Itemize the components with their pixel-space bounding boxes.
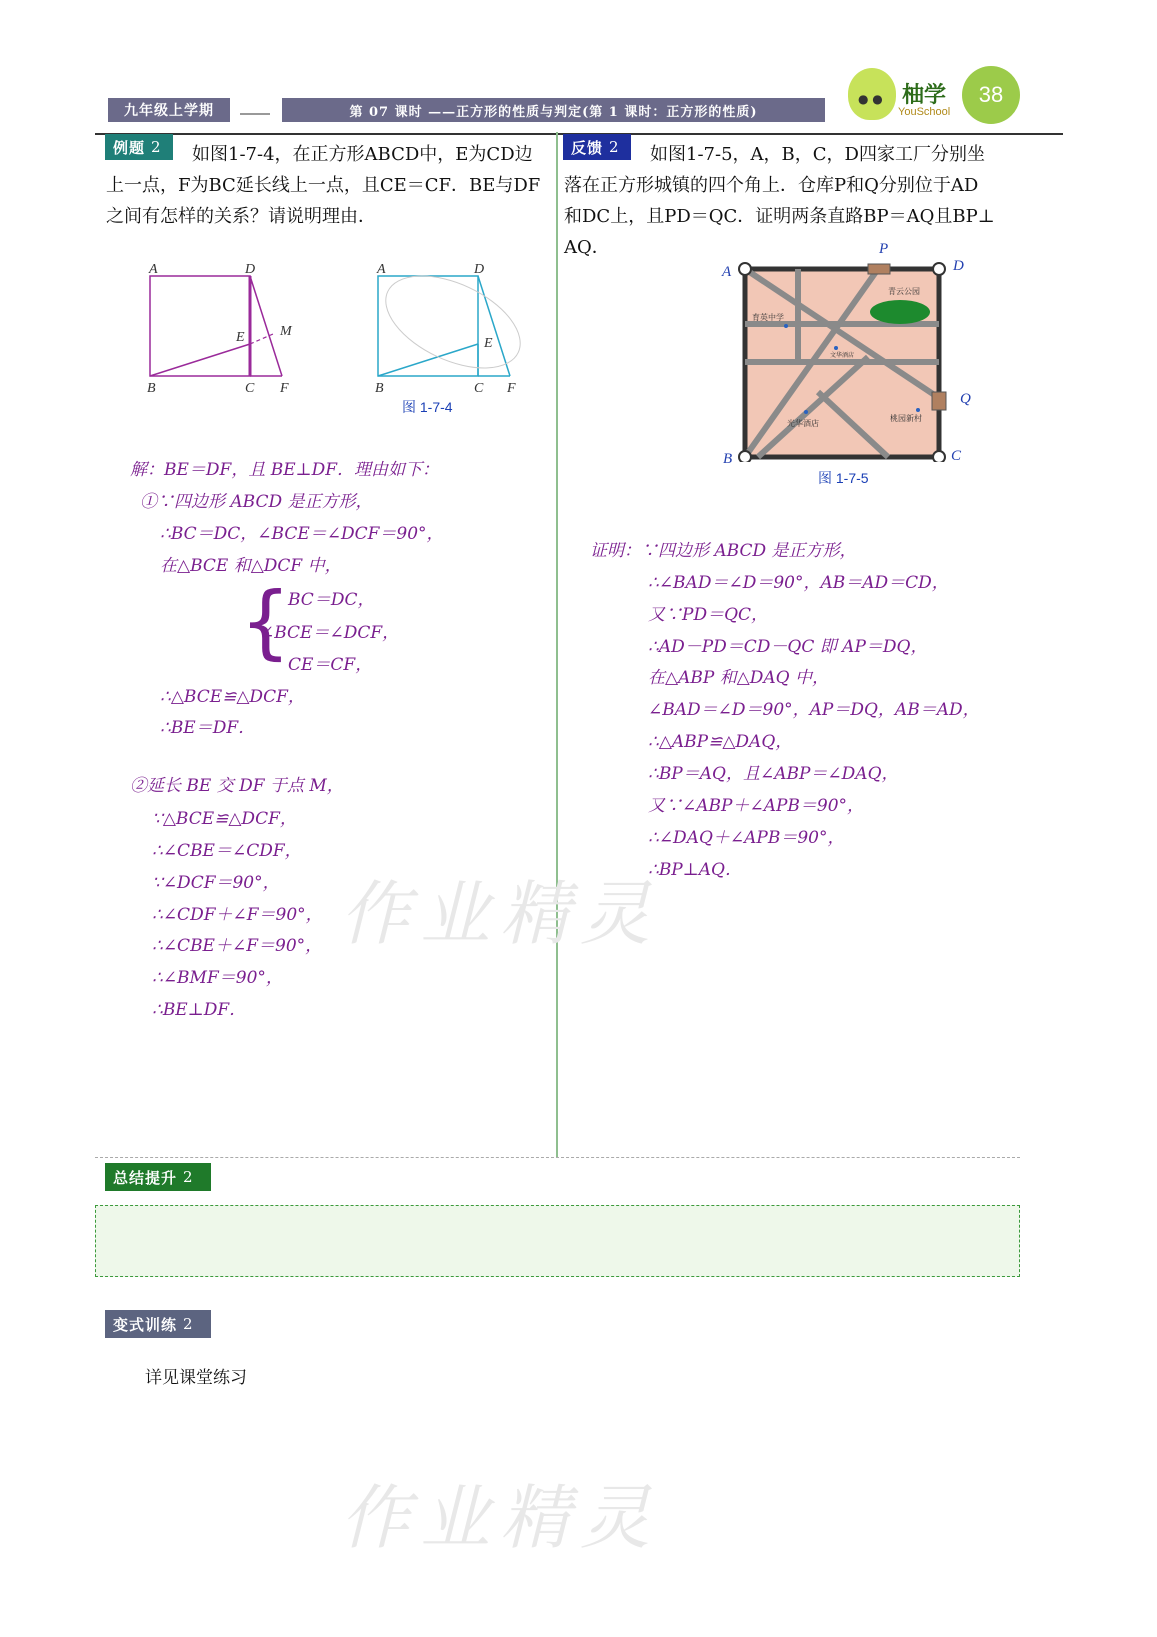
solution-line: ∠BCE＝∠DCF， — [260, 623, 400, 643]
proof-line: 证明：∵四边形 ABCD 是正方形， — [590, 541, 857, 561]
feedback-problem-line: 落在正方形城镇的四个角上．仓库P和Q分别位于AD — [564, 175, 979, 196]
feedback-tag-label: 反馈 — [571, 138, 604, 157]
fig-right-label-D: D — [474, 262, 485, 277]
map-place-park: 青云公园 — [888, 287, 920, 296]
example-tag-num: 2 — [151, 138, 162, 156]
example-tag-label: 例题 — [113, 138, 146, 157]
fig-left-label-C: C — [245, 381, 255, 396]
proof-line: ∴AD－PD＝CD－QC 即 AP＝DQ， — [648, 637, 928, 657]
fig-left-label-F: F — [280, 381, 289, 396]
map-label-B: B — [723, 451, 733, 467]
fig-right-label-B: B — [375, 381, 384, 396]
solution-line: ∴BE＝DF． — [160, 718, 256, 738]
feedback-problem-line: 如图1-7-5，A，B，C，D四家工厂分别坐 — [650, 144, 985, 165]
fig-left-label-B: B — [147, 381, 156, 396]
map-label-D: D — [953, 258, 964, 274]
fig-right-label-C: C — [474, 381, 484, 396]
watermark: 作业精灵 — [340, 873, 660, 955]
variant-tag-label: 变式训练 — [113, 1315, 178, 1334]
figure-caption-1-7-4: 图 1-7-4 — [402, 399, 453, 415]
map-label-C: C — [951, 448, 962, 464]
proof-line: ∴BP＝AQ，且∠ABP＝∠DAQ， — [648, 764, 899, 784]
fig-right-label-F: F — [507, 381, 516, 396]
solution-line: ∵△BCE≌△DCF， — [152, 809, 297, 829]
feedback-problem-line: 和DC上，且PD＝QC．证明两条直路BP＝AQ且BP⊥ — [564, 206, 995, 227]
lesson-title: 第 07 课时 ——正方形的性质与判定(第 1 课时：正方形的性质) — [282, 98, 825, 122]
example-problem-line: 如图1-7-4，在正方形ABCD中，E为CD边 — [192, 144, 533, 165]
fig-right-label-A: A — [377, 262, 386, 277]
solution-line: 解：BE＝DF，且 BE⊥DF．理由如下： — [130, 460, 440, 480]
proof-line: 在△ABP 和△DAQ 中， — [648, 668, 830, 688]
solution-line: BC＝DC， — [288, 590, 375, 610]
brand-name: 柚学 — [902, 82, 947, 108]
watermark: 作业精灵 — [340, 1477, 660, 1559]
figure-caption-1-7-5: 图 1-7-5 — [818, 470, 869, 486]
proof-line: ∴△ABP≌△DAQ， — [648, 732, 793, 752]
solution-line: ∴∠BMF＝90°， — [152, 968, 283, 988]
fig-left-label-A: A — [149, 262, 158, 277]
summary-tag-num: 2 — [183, 1168, 194, 1186]
page-number: 38 — [962, 66, 1020, 124]
brace-symbol: { — [240, 575, 291, 668]
fig-right-label-E: E — [484, 336, 493, 351]
map-place-school: 育英中学 — [752, 313, 784, 322]
map-label-A: A — [722, 264, 732, 280]
variant-text: 详见课堂练习 — [145, 1368, 247, 1388]
solution-line: ∴BC＝DC，∠BCE＝∠DCF＝90°， — [160, 524, 444, 544]
map-place-hotel-guanghua: 光华酒店 — [787, 419, 819, 428]
example-problem — [106, 139, 551, 232]
summary-box — [95, 1205, 1020, 1277]
proof-line: ∴∠DAQ＋∠APB＝90°， — [648, 828, 845, 848]
proof-line: ∴∠BAD＝∠D＝90°，AB＝AD＝CD， — [648, 573, 949, 593]
feedback-problem — [564, 139, 1009, 263]
feedback-problem-line: AQ． — [564, 237, 610, 258]
summary-tag — [105, 1163, 211, 1191]
summary-tag-label: 总结提升 — [113, 1168, 178, 1187]
solution-line: ∴∠CDF＋∠F＝90°， — [152, 905, 323, 925]
proof-line: 又∵∠ABP＋∠APB＝90°， — [648, 796, 865, 816]
variant-tag — [105, 1310, 211, 1338]
solution-line: ②延长 BE 交 DF 于点 M， — [130, 776, 344, 796]
solution-line: ∴BE⊥DF． — [152, 1000, 247, 1020]
solution-line: ①∵四边形 ABCD 是正方形， — [140, 492, 373, 512]
map-place-village: 桃园新村 — [890, 414, 922, 423]
proof-line: ∴BP⊥AQ． — [648, 860, 742, 880]
map-label-P: P — [879, 241, 889, 257]
solution-line: ∴∠CBE＝∠CDF， — [152, 841, 302, 861]
solution-line: CE＝CF， — [288, 655, 373, 675]
header-short-rule — [240, 113, 270, 115]
solution-line: ∴△BCE≌△DCF， — [160, 687, 305, 707]
logo-eyes: ● ● — [858, 92, 883, 106]
solution-line: ∵∠DCF＝90°， — [152, 873, 280, 893]
map-place-hotel-wenhua: 文华酒店 — [830, 352, 855, 359]
solution-line: ∴∠CBE＋∠F＝90°， — [152, 936, 323, 956]
column-divider — [556, 132, 558, 1157]
fig-left-label-D: D — [245, 262, 256, 277]
solution-line: 在△BCE 和△DCF 中， — [160, 556, 342, 576]
proof-line: ∠BAD＝∠D＝90°，AP＝DQ，AB＝AD， — [648, 700, 980, 720]
feedback-tag-num: 2 — [609, 138, 620, 156]
fig-left-label-E: E — [236, 330, 245, 345]
example-problem-line: 之间有怎样的关系？请说明理由． — [106, 206, 376, 227]
grade-label: 九年级上学期 — [108, 98, 230, 122]
example-problem-line: 上一点，F为BC延长线上一点，且CE＝CF．BE与DF — [106, 175, 541, 196]
fig-left-label-M: M — [280, 324, 292, 339]
proof-line: 又∵PD＝QC， — [648, 605, 769, 625]
section-divider — [95, 1157, 1020, 1158]
brand-subtitle: YouSchool — [898, 106, 951, 118]
variant-tag-num: 2 — [183, 1315, 194, 1333]
map-label-Q: Q — [960, 391, 971, 407]
